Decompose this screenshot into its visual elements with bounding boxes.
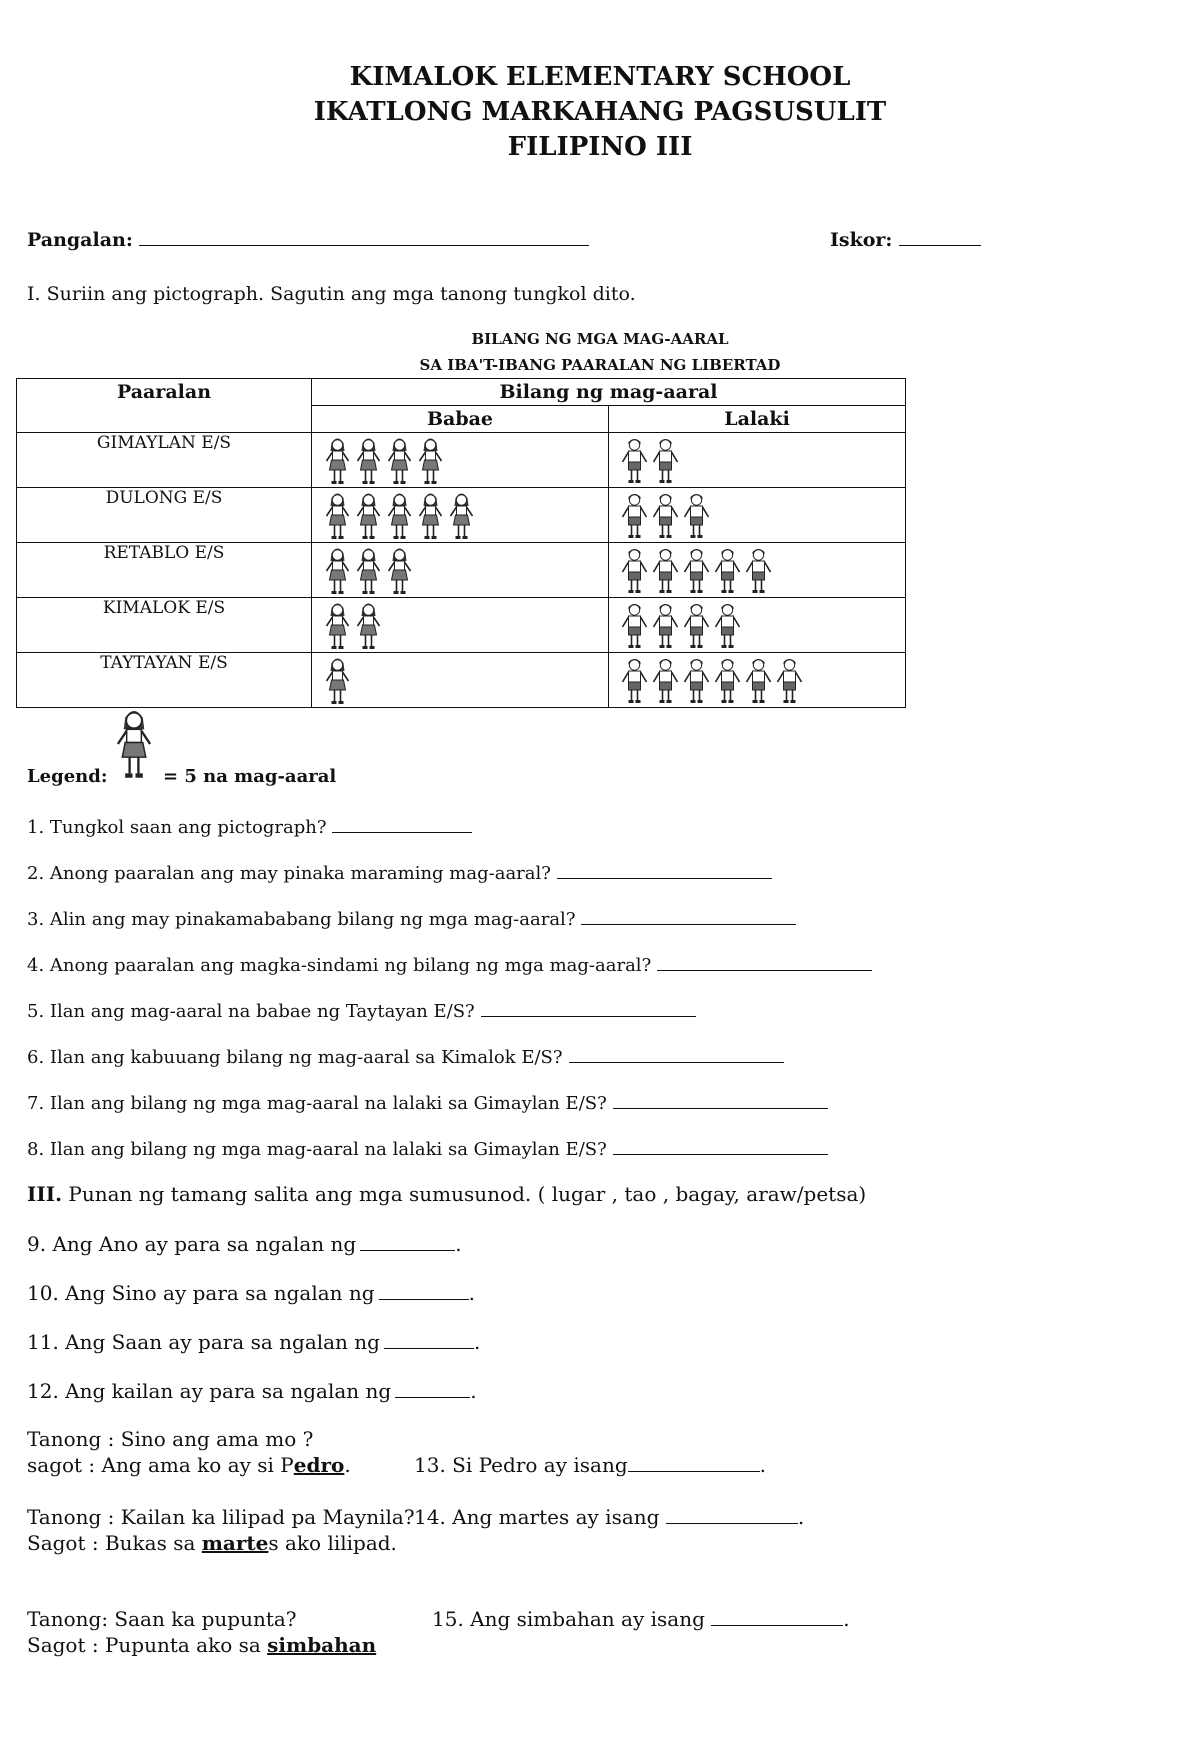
question-text: 6. Ilan ang kabuuang bilang ng mag-aaral sa Kimalok E/S? (27, 1047, 563, 1069)
section3-instruction (27, 1182, 866, 1206)
female-count-cell (312, 488, 609, 543)
table-row (17, 543, 906, 598)
fill-blank[interactable] (379, 1281, 469, 1300)
girl-icon (415, 490, 446, 542)
pictograph-table (16, 378, 906, 708)
school-name-cell: DULONG E/S (17, 488, 312, 543)
table-row (17, 653, 906, 708)
fill-blank[interactable] (360, 1232, 455, 1251)
q13-item (414, 1453, 766, 1477)
boy-icon (619, 490, 650, 542)
question-text: 7. Ilan ang bilang ng mga mag-aaral na lalaki sa Gimaylan E/S? (27, 1093, 607, 1115)
question-item (27, 1046, 784, 1068)
q14-tanong: Tanong : Kailan ka lilipad pa Maynila? (27, 1505, 415, 1529)
chart-title-line1: BILANG NG MGA MAG-AARAL (471, 330, 729, 348)
fill-item-end: . (470, 1379, 477, 1403)
girl-icon (322, 545, 353, 597)
section3-text: Punan ng tamang salita ang mga sumusunod. ( lugar , tao , bagay, araw/petsa) (62, 1182, 867, 1206)
fill-item (27, 1330, 480, 1354)
answer-blank[interactable] (569, 1046, 784, 1063)
question-item (27, 862, 772, 884)
q14-item (414, 1505, 804, 1529)
answer-blank[interactable] (581, 908, 796, 925)
male-count-cell (609, 653, 906, 708)
q13-sagot-end: . (344, 1453, 351, 1477)
q15-item (432, 1607, 850, 1631)
girl-icon (322, 435, 353, 487)
boy-icon (681, 545, 712, 597)
boy-icon (650, 545, 681, 597)
fill-blank[interactable] (395, 1379, 470, 1398)
q15-sagot (27, 1633, 376, 1657)
fill-blank[interactable] (384, 1330, 474, 1349)
header-babae: Babae (312, 406, 609, 433)
school-name: KIMALOK ELEMENTARY SCHOOL (349, 62, 851, 92)
girl-icon (384, 490, 415, 542)
q14-blank[interactable] (666, 1505, 798, 1524)
question-item (27, 1000, 696, 1022)
question-text: 8. Ilan ang bilang ng mga mag-aaral na lalaki sa Gimaylan E/S? (27, 1139, 607, 1161)
fill-item-text: 11. Ang Saan ay para sa ngalan ng (27, 1330, 380, 1354)
boy-icon (712, 545, 743, 597)
score-label: Iskor: (830, 229, 893, 252)
q14-end: . (797, 1505, 805, 1529)
exam-title: IKATLONG MARKAHANG PAGSUSULIT (313, 97, 887, 127)
fill-item-end: . (455, 1232, 462, 1256)
question-item (27, 816, 472, 838)
score-field[interactable] (830, 228, 981, 251)
name-field[interactable] (27, 228, 589, 251)
fill-item (27, 1281, 475, 1305)
girl-icon (384, 435, 415, 487)
boy-icon (650, 435, 681, 487)
name-label: Pangalan: (27, 229, 133, 252)
q14-sagot-end: s ako lilipad. (268, 1531, 397, 1555)
answer-blank[interactable] (613, 1092, 828, 1109)
fill-item-text: 12. Ang kailan ay para sa ngalan ng (27, 1379, 392, 1403)
boy-icon (743, 545, 774, 597)
q14-sagot-underlined: marte (201, 1531, 269, 1555)
female-count-cell (312, 433, 609, 488)
q15-item-text: 15. Ang simbahan ay isang (432, 1607, 705, 1631)
q13-sagot-underlined: edro (293, 1453, 345, 1477)
q13-end: . (759, 1453, 766, 1477)
male-count-cell (609, 543, 906, 598)
q15-sagot-underlined: simbahan (267, 1633, 377, 1657)
q14-sagot (27, 1531, 397, 1555)
boy-icon (619, 545, 650, 597)
girl-icon (322, 490, 353, 542)
answer-blank[interactable] (657, 954, 872, 971)
school-name-cell: KIMALOK E/S (17, 598, 312, 653)
table-row (17, 488, 906, 543)
girl-icon (353, 435, 384, 487)
boy-icon (712, 600, 743, 652)
section1-instruction: I. Suriin ang pictograph. Sagutin ang mga tanong tungkol dito. (27, 283, 636, 305)
q13-sagot-text: sagot : Ang ama ko ay si P (27, 1453, 294, 1477)
chart-title-line2: SA IBA'T-IBANG PAARALAN NG LIBERTAD (419, 356, 781, 374)
boy-icon (650, 600, 681, 652)
boy-icon (681, 490, 712, 542)
female-count-cell (312, 543, 609, 598)
legend-label: Legend: (27, 766, 108, 787)
girl-icon (112, 705, 156, 783)
header-paaralan: Paaralan (17, 379, 312, 433)
question-item (27, 1138, 828, 1160)
q14-sagot-text: Sagot : Bukas sa (27, 1531, 202, 1555)
answer-blank[interactable] (557, 862, 772, 879)
fill-item-end: . (468, 1281, 475, 1305)
name-blank[interactable] (139, 228, 589, 246)
question-text: 1. Tungkol saan ang pictograph? (27, 817, 327, 839)
question-text: 5. Ilan ang mag-aaral na babae ng Taytayan E/S? (27, 1001, 475, 1023)
score-blank[interactable] (899, 228, 981, 246)
male-count-cell (609, 488, 906, 543)
question-text: 2. Anong paaralan ang may pinaka maraming mag-aaral? (27, 863, 551, 885)
boy-icon (743, 655, 774, 707)
answer-blank[interactable] (613, 1138, 828, 1155)
q15-end: . (843, 1607, 850, 1631)
boy-icon (619, 435, 650, 487)
boy-icon (774, 655, 805, 707)
q15-blank[interactable] (711, 1607, 843, 1626)
fill-item-text: 9. Ang Ano ay para sa ngalan ng (27, 1232, 357, 1256)
male-count-cell (609, 598, 906, 653)
fill-item-text: 10. Ang Sino ay para sa ngalan ng (27, 1281, 375, 1305)
header-lalaki: Lalaki (609, 406, 906, 433)
header-bilang: Bilang ng mag-aaral (312, 379, 906, 406)
fill-item (27, 1232, 462, 1256)
section3-number: III. (27, 1182, 63, 1206)
question-item (27, 908, 796, 930)
female-count-cell (312, 598, 609, 653)
school-name-cell: TAYTAYAN E/S (17, 653, 312, 708)
legend-text: = 5 na mag-aaral (163, 766, 337, 787)
q15-tanong: Tanong: Saan ka pupunta? (27, 1607, 297, 1631)
q13-tanong: Tanong : Sino ang ama mo ? (27, 1427, 314, 1451)
question-text: 3. Alin ang may pinakamababang bilang ng mga mag-aaral? (27, 909, 576, 931)
answer-blank[interactable] (481, 1000, 696, 1017)
fill-item (27, 1379, 477, 1403)
q13-blank[interactable] (628, 1453, 760, 1472)
girl-icon (322, 655, 353, 707)
school-name-cell: RETABLO E/S (17, 543, 312, 598)
boy-icon (712, 655, 743, 707)
boy-icon (650, 655, 681, 707)
girl-icon (415, 435, 446, 487)
legend-girl-icon (112, 705, 156, 787)
female-count-cell (312, 653, 609, 708)
girl-icon (353, 490, 384, 542)
boy-icon (619, 655, 650, 707)
girl-icon (353, 545, 384, 597)
boy-icon (681, 655, 712, 707)
q13-sagot (27, 1453, 351, 1477)
boy-icon (619, 600, 650, 652)
fill-item-end: . (473, 1330, 481, 1354)
subject-title: FILIPINO III (507, 132, 693, 162)
question-item (27, 1092, 828, 1114)
girl-icon (446, 490, 477, 542)
school-name-cell: GIMAYLAN E/S (17, 433, 312, 488)
q14-item-text: 14. Ang martes ay isang (414, 1505, 660, 1529)
q13-item-text: 13. Si Pedro ay isang (414, 1453, 628, 1477)
boy-icon (650, 490, 681, 542)
table-row (17, 598, 906, 653)
girl-icon (322, 600, 353, 652)
male-count-cell (609, 433, 906, 488)
boy-icon (681, 600, 712, 652)
question-item (27, 954, 872, 976)
answer-blank[interactable] (332, 816, 472, 833)
q15-sagot-text: Sagot : Pupunta ako sa (27, 1633, 268, 1657)
question-text: 4. Anong paaralan ang magka-sindami ng bilang ng mga mag-aaral? (27, 955, 652, 977)
girl-icon (384, 545, 415, 597)
girl-icon (353, 600, 384, 652)
table-row (17, 433, 906, 488)
